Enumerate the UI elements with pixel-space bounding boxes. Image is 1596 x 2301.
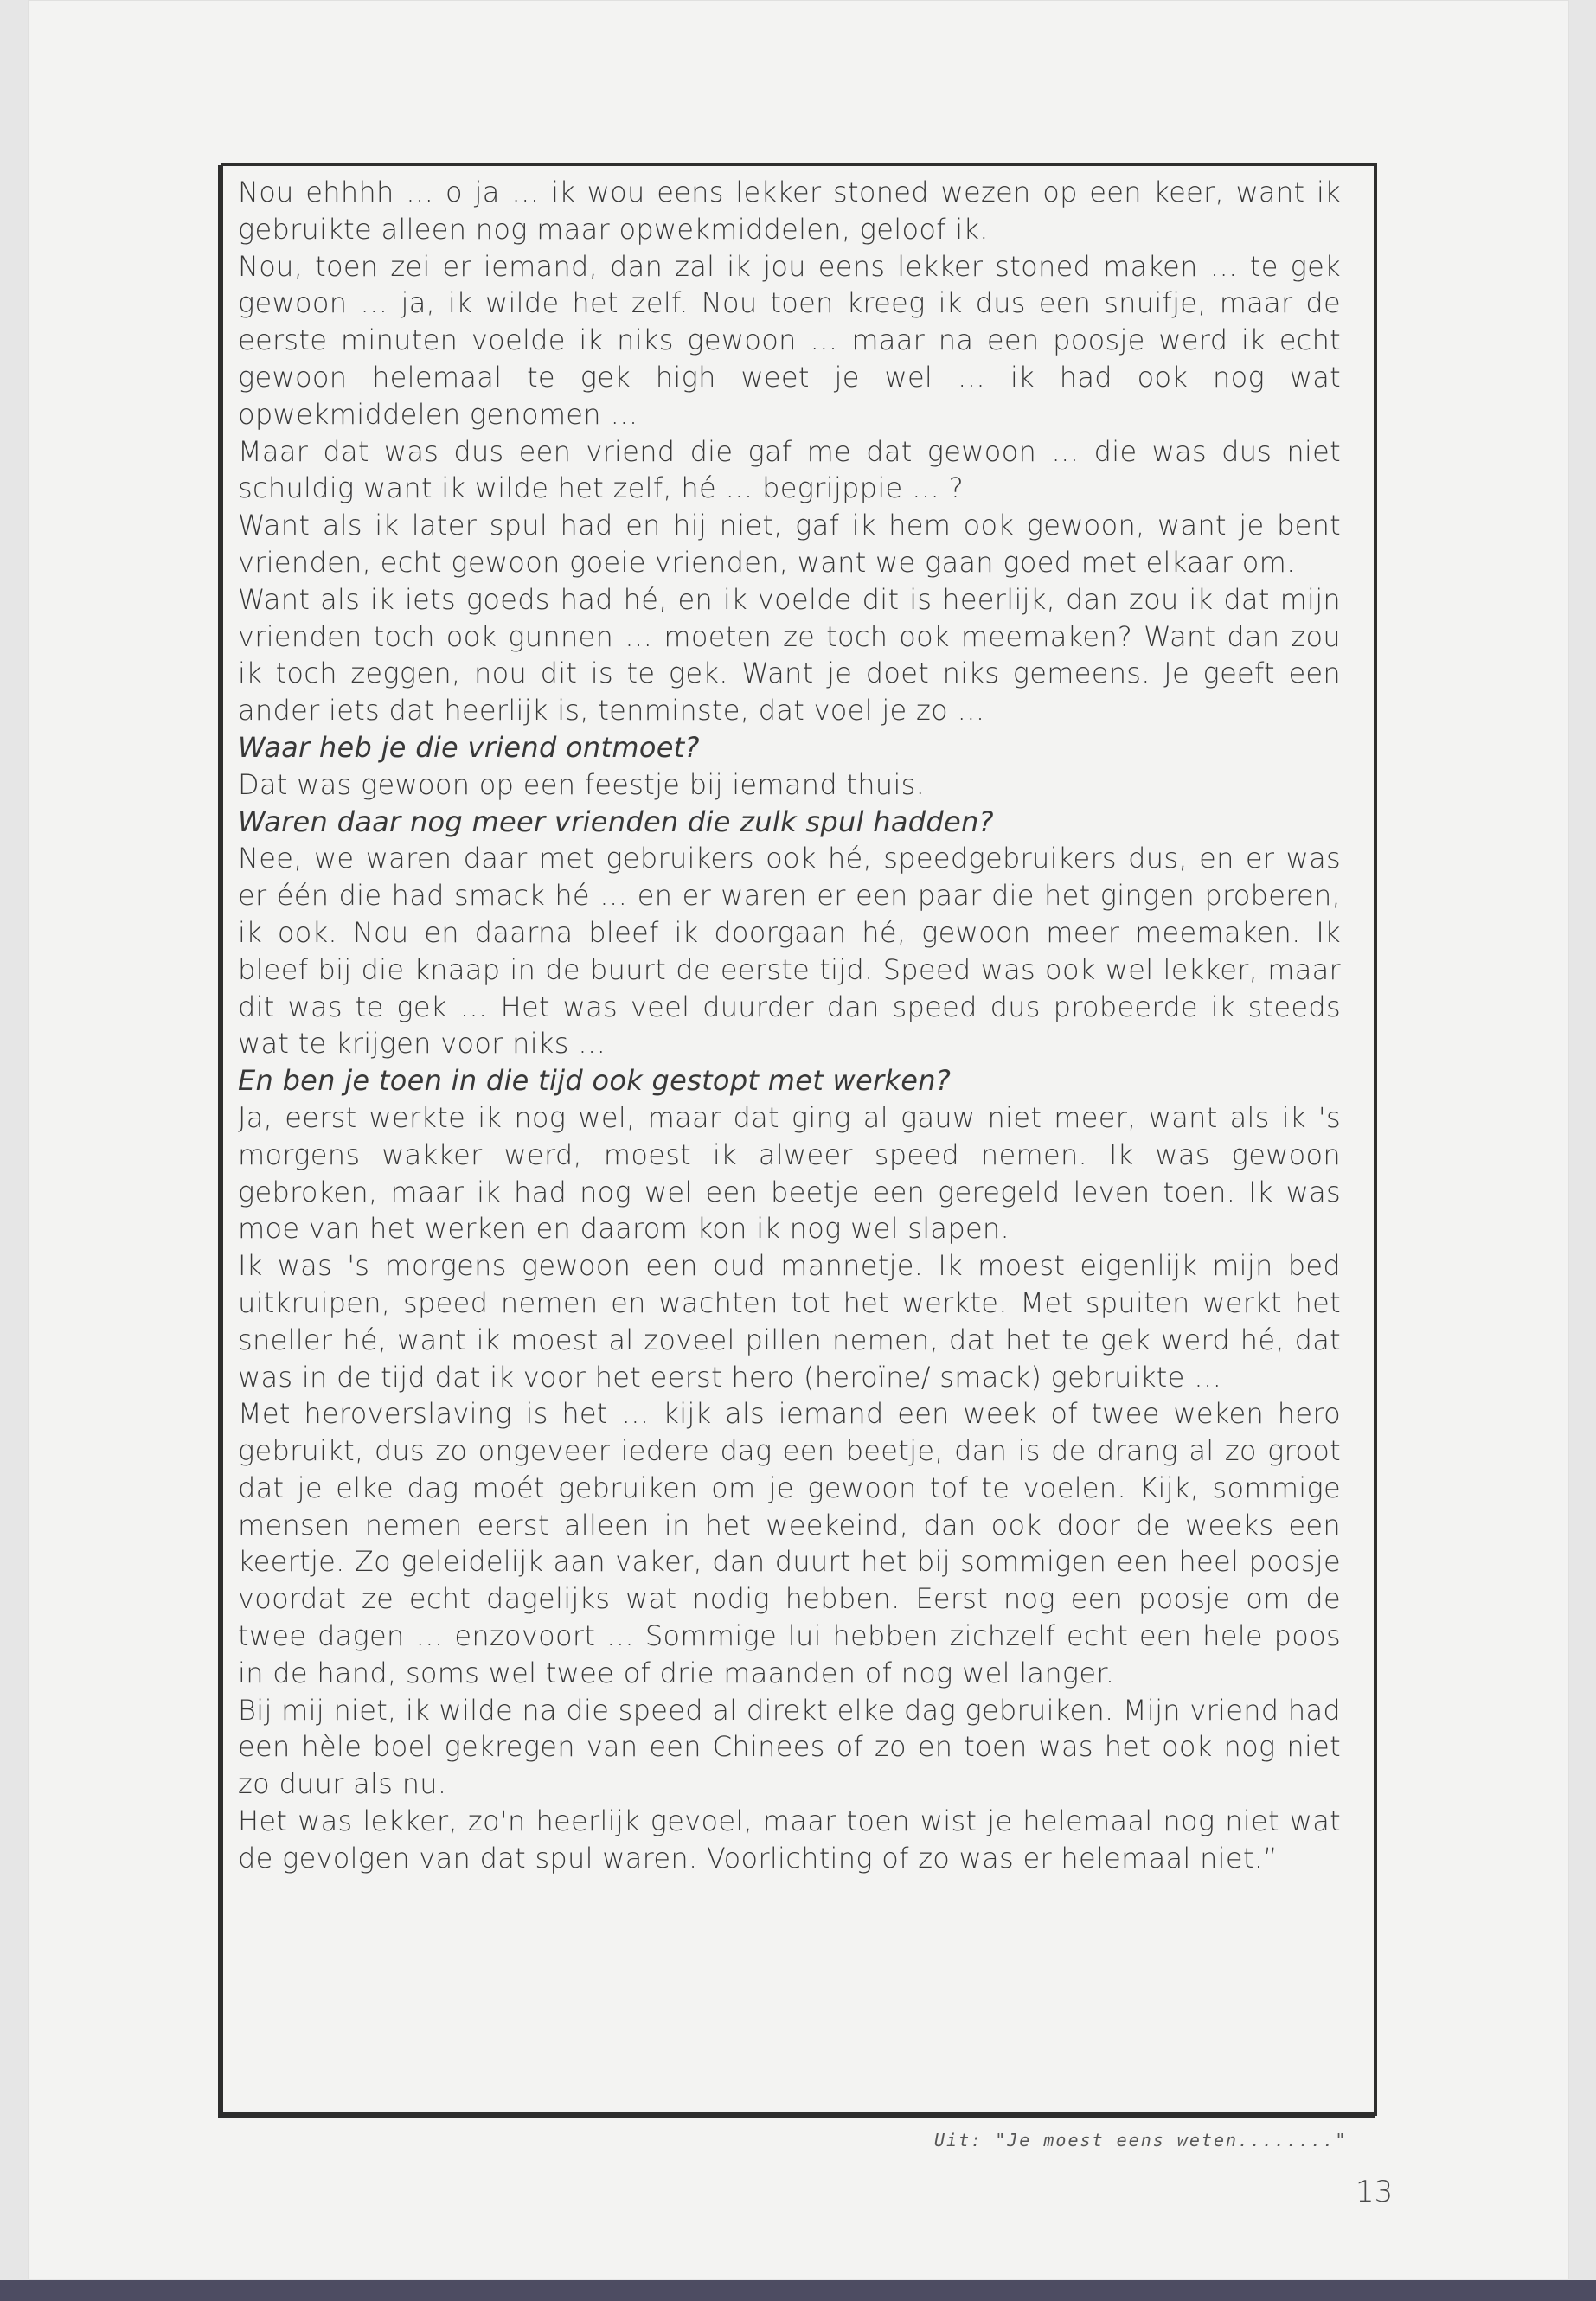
paragraph: Nou ehhhh … o ja … ik wou eens lekker stoned wezen op een keer, want ik gebruikte alleen nog maar opwekmiddelen, geloof ik. (238, 176, 1341, 246)
paragraph: Ik was 's morgens gewoon een oud mannetje. Ik moest eigenlijk mijn bed uitkruipen, speed nemen en wachten tot het werkte. Met spuiten werkt het sneller hé, want ik moest al zoveel pillen nemen, dat het te gek werd hé, dat was in de tijd dat ik voor het eerst hero (heroïne/ smack) gebruikte … (238, 1249, 1341, 1394)
page-number: 13 (1356, 2175, 1394, 2209)
paragraph: Het was lekker, zo'n heerlijk gevoel, maar toen wist je helemaal nog niet wat de gevolgen van dat spul waren. Voorlichting of zo was er helemaal niet.” (238, 1804, 1341, 1875)
interviewer-question: Waren daar nog meer vrienden die zulk spul hadden? (238, 804, 994, 838)
paragraph: Nou, toen zei er iemand, dan zal ik jou eens lekker stoned maken … te gek gewoon … ja, ik wilde het zelf. Nou toen kreeg ik dus een snuifje, maar de eerste minuten voelde ik niks gewoon … maar na een poosje werd ik echt gewoon helemaal te gek high weet je wel … ik had ook nog wat opwekmiddelen genomen … (238, 249, 1341, 431)
interviewer-question: Waar heb je die vriend ontmoet? (238, 730, 700, 764)
paragraph: Bij mij niet, ik wilde na die speed al direkt elke dag gebruiken. Mijn vriend had een hèle boel gekregen van een Chinees of zo en toen was het ook nog niet zo duur als nu. (238, 1693, 1341, 1801)
paragraph: Dat was gewoon op een feestje bij iemand thuis. (238, 767, 926, 801)
paragraph: Met heroverslaving is het … kijk als iemand een week of twee weken hero gebruikt, dus zo ongeveer iedere dag een beetje, dan is de drang al zo groot dat je elke dag moét gebruiken om je gewoon tof te voelen. Kijk, sommige mensen nemen eerst alleen in het weekeind, dan ook door de weeks een keertje. Zo geleidelijk aan vaker, dan duurt het bij sommigen een heel poosje voordat ze echt dagelijks wat nodig hebben. Eerst nog een poosje om de twee dagen … enzovoort … Sommige lui hebben zichzelf echt een hele poos in de hand, soms wel twee of drie maanden of nog wel langer. (238, 1397, 1341, 1689)
interview-text (238, 174, 1341, 1877)
paragraph: Want als ik iets goeds had hé, en ik voelde dit is heerlijk, dan zou ik dat mijn vrienden toch ook gunnen … moeten ze toch ook meemaken? Want dan zou ik toch zeggen, nou dit is te gek. Want je doet niks gemeens. Je geeft een ander iets dat heerlijk is, tenminste, dat voel je zo … (238, 582, 1341, 727)
paragraph: Maar dat was dus een vriend die gaf me dat gewoon … die was dus niet schuldig want ik wilde het zelf, hé … begrijppie … ? (238, 434, 1341, 505)
source-citation: Uit: "Je moest eens weten........" (934, 2130, 1348, 2150)
paragraph: Want als ik later spul had en hij niet, gaf ik hem ook gewoon, want je bent vrienden, echt gewoon goeie vrienden, want we gaan goed met elkaar om. (238, 509, 1341, 579)
interviewer-question: En ben je toen in die tijd ook gestopt met werken? (238, 1064, 952, 1098)
paragraph: Nee, we waren daar met gebruikers ook hé, speedgebruikers dus, en er was er één die had smack hé … en er waren er een paar die het gingen proberen, ik ook. Nou en daarna bleef ik doorgaan hé, gewoon meer meemaken. Ik bleef bij die knaap in de buurt de eerste tijd. Speed was ook wel lekker, maar dit was te gek … Het was veel duurder dan speed dus probeerde ik steeds wat te krijgen voor niks … (238, 842, 1341, 1061)
bottom-band (0, 2280, 1596, 2301)
paragraph: Ja, eerst werkte ik nog wel, maar dat ging al gauw niet meer, want als ik 's morgens wakker werd, moest ik alweer speed nemen. Ik was gewoon gebroken, maar ik had nog wel een beetje een geregeld leven toen. Ik was moe van het werken en daarom kon ik nog wel slapen. (238, 1100, 1341, 1246)
